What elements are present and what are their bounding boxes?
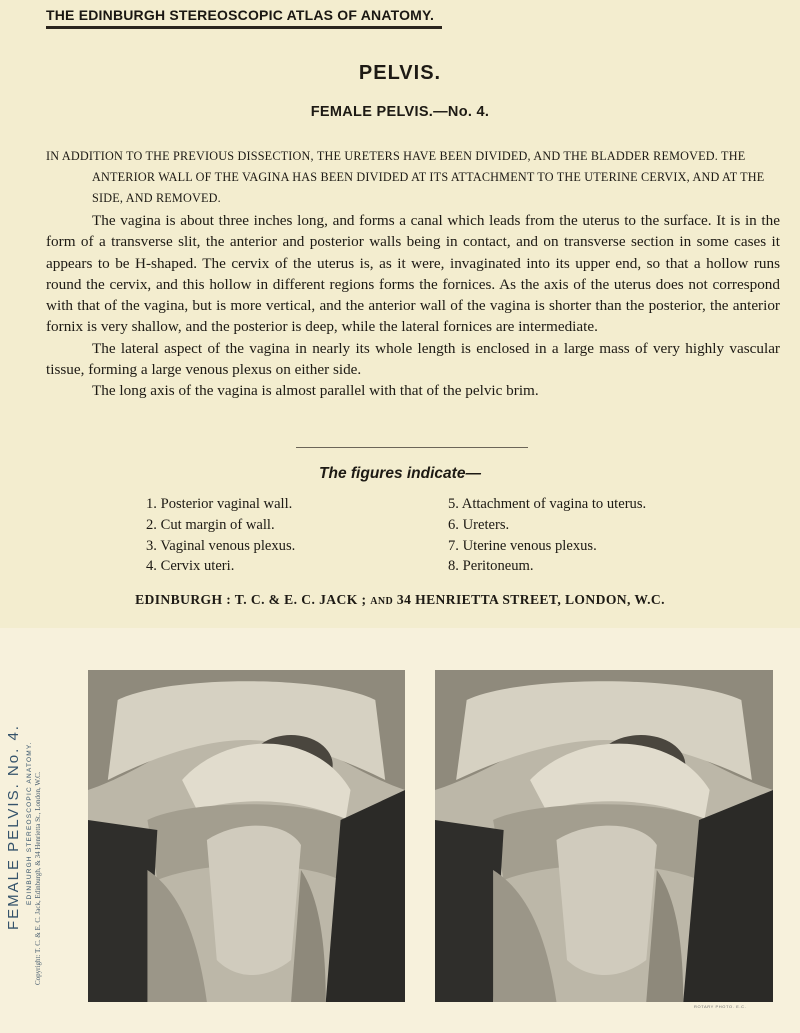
legend-item: 5. Attachment of vagina to uterus. bbox=[448, 496, 647, 512]
side-series-label: EDINBURGH STEREOSCOPIC ANATOMY. bbox=[26, 741, 33, 905]
page-title: PELVIS. bbox=[358, 62, 442, 84]
publisher-and: AND bbox=[370, 596, 394, 607]
legend-item: 4. Cervix uteri. bbox=[146, 558, 235, 575]
stereo-photo-left bbox=[88, 670, 405, 1002]
legend-item: 3. Vaginal venous plexus. bbox=[146, 537, 296, 554]
body-paragraph: The long axis of the vagina is almost parallel with that of the pelvic brim. bbox=[92, 382, 539, 400]
dissection-image bbox=[88, 670, 405, 1002]
legend-item: 7. Uterine venous plexus. bbox=[448, 537, 597, 554]
photo-credit: ROTARY PHOTO. E.C. bbox=[694, 1004, 747, 1009]
body-text bbox=[46, 210, 780, 402]
figure-legend-right bbox=[448, 494, 646, 577]
divider bbox=[296, 447, 528, 448]
atlas-header: THE EDINBURGH STEREOSCOPIC ATLAS OF ANATOMY. bbox=[46, 7, 435, 23]
side-plate-title: FEMALE PELVIS. No. 4. bbox=[5, 724, 22, 930]
publisher-address: 34 HENRIETTA STREET, LONDON, W.C. bbox=[396, 592, 665, 607]
intro-text: IN ADDITION TO THE PREVIOUS DISSECTION, THE URETERS HAVE BEEN DIVIDED, AND THE BLADDER REMOVED. THE ANTERIOR WALL OF THE VAGINA HAS BEEN DIVIDED AT ITS ATTACHMENT TO THE UTERINE CERVIX, AND AT THE SIDE, AND REMOVED. bbox=[46, 149, 765, 205]
legend-item: 1. Posterior vaginal wall. bbox=[146, 496, 293, 512]
header-rule bbox=[46, 26, 442, 29]
dissection-image bbox=[435, 670, 773, 1002]
figures-heading: The figures indicate— bbox=[319, 465, 481, 482]
plate-title: FEMALE PELVIS.—No. 4. bbox=[310, 104, 490, 120]
body-paragraph: The vagina is about three inches long, and forms a canal which leads from the uterus to the surface. It is in the form of a transverse slit, the anterior and posterior walls being in contact, and on transverse section in some cases it appears to be H-shaped. The cervix of the uterus is, as it were, invaginated into its upper end, so that a hollow runs round the cervix, and this hollow in different regions forms the fornices. As the axis of the uterus does not correspond with that of the vagina, but is more vertical, and the anterior wall of the vagina is shorter than the posterior, the anterior fornix is very shallow, and the posterior is deep, while the lateral fornices are intermediate. bbox=[46, 212, 780, 336]
publisher-line bbox=[0, 592, 800, 608]
side-copyright: Copyright: T. C. & E. C. Jack, Edinburgh, & 34 Henrietta St., London, W.C. bbox=[34, 771, 42, 985]
publisher-firm: T. C. & E. C. JACK ; bbox=[234, 592, 367, 607]
body-paragraph: The lateral aspect of the vagina in nearly its whole length is enclosed in a large mass of very highly vascular tissue, forming a large venous plexus on either side. bbox=[46, 339, 780, 379]
legend-item: 2. Cut margin of wall. bbox=[146, 516, 275, 533]
figure-legend-left bbox=[146, 494, 295, 577]
stereo-photo-right bbox=[435, 670, 773, 1002]
legend-item: 6. Ureters. bbox=[448, 516, 510, 533]
legend-item: 8. Peritoneum. bbox=[448, 558, 534, 575]
publisher-city: EDINBURGH : bbox=[135, 592, 232, 607]
